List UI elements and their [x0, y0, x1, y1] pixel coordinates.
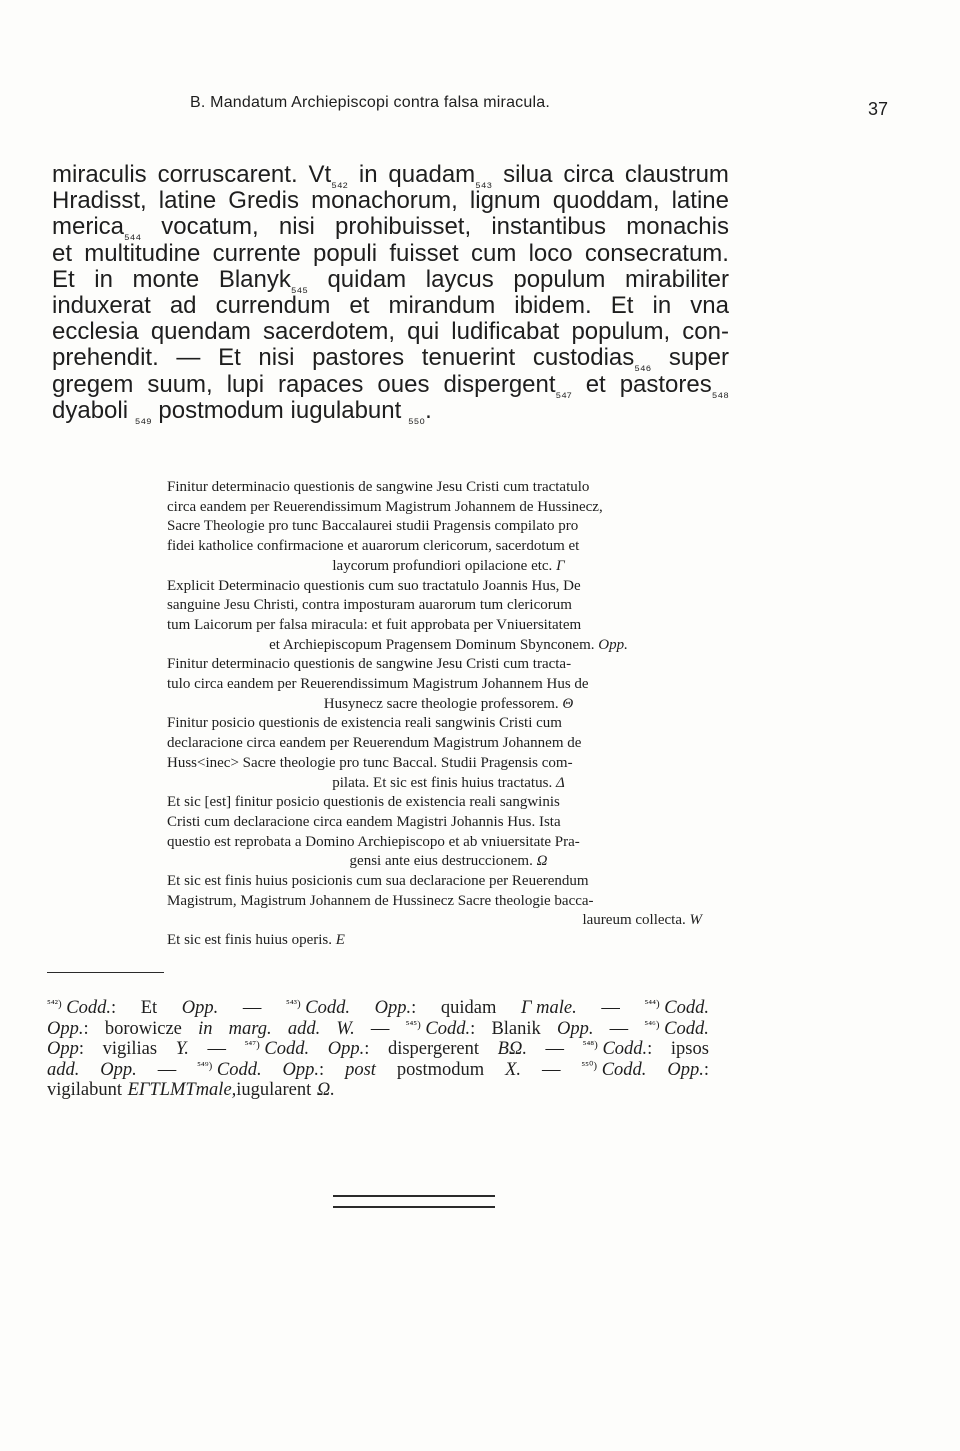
footnote-ref: ₅₄₅: [290, 278, 308, 295]
colophon-line: sanguine Jesu Christi, contra imposturam auarorum tum clericorum: [167, 597, 572, 614]
siglum: W: [689, 912, 702, 929]
footnote-ref: ₅₄₃: [475, 174, 493, 190]
siglum: Opp.: [598, 636, 628, 653]
colophon-line: declaracione circa eandem per Reuerendum Magistrum Johannem de: [167, 735, 582, 752]
footnote-line-2: Opp.: borowicze in marg. add. W. — $^{^{545})}$ Codd.: Blanik Opp. — $^{^{546})}$ Codd.: [47, 1018, 709, 1039]
colophon-line: tulo circa eandem per Reuerendissimum Magistrum Johannem Hus de: [167, 676, 589, 693]
main-text: [52, 162, 729, 424]
footnote-line-5: vigilabunt ΕΓΤLMT male, iugularent Ω.: [47, 1080, 335, 1100]
colophon-line: Husynecz sacre theologie professorem. Θ: [167, 695, 730, 715]
colophon-line: Et sic est finis huius operis. E: [167, 931, 730, 951]
footnote-ref: ₅₄₂: [331, 174, 348, 190]
colophon-line: Cristi cum declaracione circa eandem Magistri Johannis Hus. Ista: [167, 813, 561, 830]
text-line-1: miraculis corruscarent. $Vt_{_{542}}$ in quadam$_{_{543}}$ silua circa claustrum: [52, 161, 729, 190]
footnote-line-1: $^{^{542})}$ Codd.: Et Opp. — $^{^{543})}$ Codd. Opp.: quidam Γ male. — $^{^{544})}$ Codd.: [47, 998, 709, 1018]
colophon-line: fidei katholice confirmacione et auarorum clericorum, sacerdotum et: [167, 538, 580, 555]
running-head: B. Mandatum Archiepiscopi contra falsa miracula.: [190, 94, 550, 111]
colophon-line: laureum collecta. W: [167, 911, 730, 931]
colophon-line: Huss<inec> Sacre theologie pro tunc Baccal. Studii Pragensis com-: [167, 754, 573, 771]
colophon-line: tum Laicorum per falsa miracula: et fuit approbata per Vniuersitatem: [167, 616, 582, 633]
page-number: 37: [868, 99, 889, 119]
colophon-line: Finitur posicio questionis de existencia reali sangwinis Cristi cum: [167, 715, 562, 732]
colophon-line: questio est reprobata a Domino Archiepiscopo et ab vniuersitate Pra-: [167, 833, 580, 850]
footnote-ref: ₅₄₈: [711, 383, 729, 400]
siglum: Δ: [555, 774, 565, 791]
text-line-6: induxerat ad currendum et mirandum ibidem. Et in vna: [52, 292, 729, 320]
footnote-ref: ₅₄₆: [634, 357, 652, 374]
footnote-ref: ₅₅₀: [408, 409, 426, 426]
colophon-line: Finitur determinacio questionis de sangwine Jesu Cristi cum tractatulo: [167, 479, 590, 495]
text-line-8: prehendit. — Et nisi pastores tenuerint custodias$_{_{546}}$ super: [52, 344, 729, 374]
footnote-ref: ₅₄₇: [555, 383, 572, 400]
colophon-line: pilata. Et sic est finis huius tractatus. Δ: [167, 774, 730, 794]
siglum: Θ: [562, 695, 574, 712]
text-line-7: ecclesia quendam sacerdotem, qui ludificabat populum, con-: [52, 318, 729, 346]
end-rule: [333, 1195, 495, 1197]
colophon-line: Magistrum, Magistrum Johannem de Hussinecz Sacre theologie bacca-: [167, 892, 594, 909]
end-rule: [333, 1206, 495, 1208]
text-line-9: gregem suum, lupi rapaces oues dispergent$_{_{547}}$ et pastores$_{_{548}}$: [52, 370, 729, 400]
text-line-2: Hradisst, latine Gredis monachorum, lignum quoddam, latine: [52, 187, 729, 215]
siglum: E: [335, 932, 345, 949]
footnotes-apparatus: [47, 998, 709, 1101]
colophon-line: Sacre Theologie pro tunc Baccalaurei studii Pragensis compilato pro: [167, 518, 579, 535]
footnote-ref: ₅₄₉: [134, 409, 152, 426]
siglum: Ω: [536, 853, 548, 870]
text-line-10: dyaboli $_{_{549}}$ postmodum iugulabunt $_{_{550}}$.: [52, 396, 432, 426]
colophon-line: gensi ante eius destruccionem. Ω: [167, 852, 730, 872]
footnote-rule: [47, 972, 164, 973]
colophon-line: Explicit Determinacio questionis cum suo tractatulo Joannis Hus, De: [167, 577, 581, 594]
footnote-line-3: Opp: vigilias Y. — $^{^{547})}$ Codd. Opp.: dispergerent BΩ. — $^{^{548})}$ Codd.: ipsos: [47, 1039, 709, 1059]
siglum: Γ: [556, 557, 565, 574]
text-line-3: merica$_{_{544}}$ vocatum, nisi prohibuisset, instantibus monachis: [52, 213, 729, 243]
colophon-line: laycorum profundiori opilacione etc. Γ: [167, 557, 730, 577]
text-line-4: et multitudine currente populi fuisset cum loco consecratum.: [52, 239, 729, 267]
footnote-ref: ₅₄₄: [124, 226, 142, 243]
colophon-line: Et sic est finis huius posicionis cum sua declaracione per Reuerendum: [167, 873, 589, 890]
colophon-line: et Archiepiscopum Pragensem Dominum Sbynconem. Opp.: [167, 636, 730, 656]
text-line-5: Et in monte Blanyk$_{_{545}}$ quidam laycus populum mirabiliter: [52, 265, 729, 295]
colophon-line: Et sic [est] finitur posicio questionis de existencia reali sangwinis: [167, 794, 560, 811]
footnote-line-4: add. Opp. — $^{^{549})}$ Codd. Opp.: post postmodum X. — $^{^{550})}$ Codd. Opp.:: [47, 1059, 709, 1080]
manuscript-colophons: [167, 478, 730, 951]
colophon-line: Finitur determinacio questionis de sangwine Jesu Cristi cum tracta-: [167, 656, 572, 673]
colophon-line: circa eandem per Reuerendissimum Magistrum Johannem de Hussinecz,: [167, 498, 603, 515]
